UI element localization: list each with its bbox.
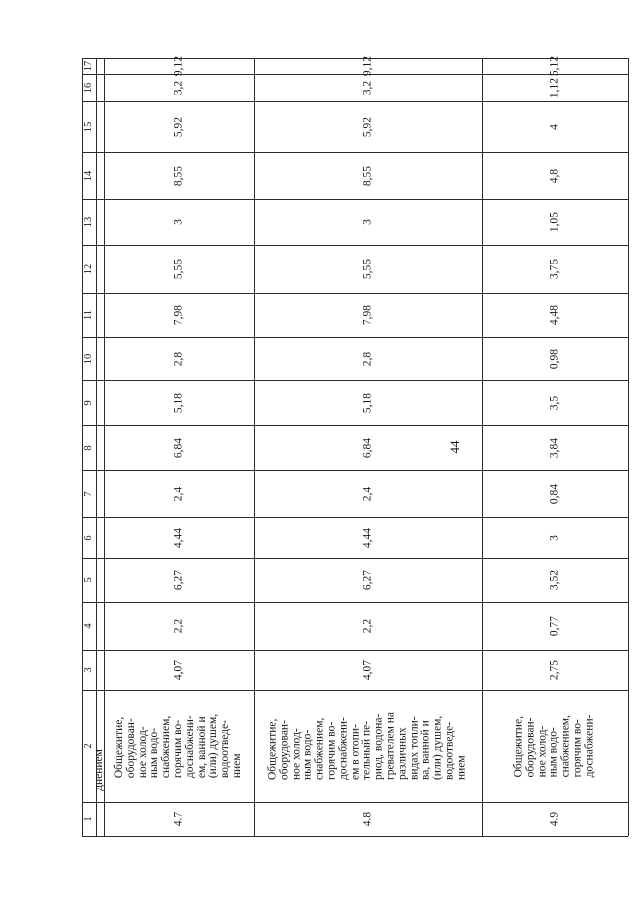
column-header-text: 1 — [82, 816, 94, 822]
column-header-text: 13 — [82, 216, 94, 228]
table-row-rule — [82, 74, 628, 75]
table-cell-text: 9,12 — [172, 55, 185, 77]
table-column-rule — [96, 58, 97, 836]
table-cell-text: 6,27 — [361, 569, 374, 591]
column-header-text: 3 — [82, 667, 94, 673]
table-cell-text: 2,4 — [361, 486, 374, 501]
table-cell-text: 2,8 — [361, 351, 374, 366]
table-cell-text: 3,84 — [548, 437, 561, 458]
table-cell-text: 0,84 — [548, 483, 561, 504]
row-description-text: Общежитие, оборудован- ное холод- ным водо- снабжением, горячим во- доснабжени- ем в отопи- тельный пе- риод, водона- гревателем на различных видах топли- ва, ванной и (или) душем, водоотведе- нием — [266, 711, 468, 781]
table-row-rule — [82, 199, 628, 200]
table-cell-text: 7,98 — [361, 304, 374, 326]
column-header-text: 4 — [82, 623, 94, 629]
column-header-text: 15 — [82, 121, 94, 132]
table-column-rule — [254, 58, 255, 836]
table-cell-text: 1,05 — [548, 211, 561, 233]
column-header-text: 6 — [82, 534, 94, 541]
table-cell-text: 5,18 — [361, 392, 374, 413]
column-header-text: 7 — [82, 490, 94, 497]
table-cell-text: 4,44 — [361, 527, 374, 548]
table-cell-text: 4,07 — [172, 659, 185, 681]
table-cell-text: 8,55 — [172, 165, 185, 186]
table-cell-text: 3,52 — [548, 569, 561, 591]
table-row-rule — [82, 245, 628, 246]
table-cell-text: 8,55 — [361, 165, 374, 186]
table-row-rule — [82, 425, 628, 426]
table-row-rule — [82, 602, 628, 603]
table-cell-text: 3 — [361, 219, 374, 225]
page-number: 44 — [447, 440, 462, 454]
table-row-rule — [82, 802, 628, 803]
column-header-text: 16 — [82, 82, 94, 93]
table-cell-text: 5,18 — [172, 392, 185, 413]
column-header-text: 14 — [82, 170, 94, 181]
row-description-text: Общежитие, оборудован- ное холод- ным водо- снабжением, горячим во- доснабжени- — [512, 714, 596, 778]
row-code-text: 4.7 — [172, 811, 185, 827]
table-cell-text: 5,92 — [361, 116, 374, 137]
table-cell-text: 5,55 — [172, 258, 185, 280]
column-header-text: 2 — [82, 743, 94, 749]
column-header-text: 8 — [82, 444, 94, 451]
column-header-text: 9 — [82, 399, 94, 406]
table-cell-text: 2,2 — [172, 618, 185, 634]
table-cell-text: 0,98 — [548, 348, 561, 369]
table-cell-text: 5,55 — [361, 258, 374, 280]
table-cell-text: 3,75 — [548, 258, 561, 280]
carry-over-text-text: днением — [93, 749, 106, 791]
table-row-rule — [82, 293, 628, 294]
table-cell-text: 4,48 — [548, 304, 561, 326]
table-cell-text: 2,2 — [361, 618, 374, 634]
table-row-rule — [82, 650, 628, 651]
table-column-rule — [104, 58, 105, 836]
column-header-text: 10 — [82, 353, 94, 364]
table-row-rule — [82, 690, 628, 691]
table-row-rule — [82, 836, 628, 837]
column-header-text: 11 — [82, 309, 94, 321]
table-column-rule — [482, 58, 483, 836]
table-cell-text: 7,98 — [172, 304, 185, 326]
table-column-rule — [628, 58, 629, 836]
table-cell-text: 1,12 — [548, 77, 561, 98]
table-row-rule — [82, 470, 628, 471]
table-row-rule — [82, 337, 628, 338]
row-code-text: 4.8 — [361, 811, 374, 827]
table-cell-text: 4 — [548, 123, 561, 130]
table-row-rule — [82, 558, 628, 559]
table-cell-text: 2,4 — [172, 486, 185, 501]
table-cell-text: 2,8 — [172, 351, 185, 366]
table-row-rule — [82, 152, 628, 153]
table-row-rule — [82, 517, 628, 518]
column-header-text: 5 — [82, 577, 94, 583]
column-header-text: 17 — [82, 60, 94, 72]
table-cell-text: 3,2 — [172, 80, 185, 95]
table-cell-text: 4,07 — [361, 659, 374, 681]
table-cell-text: 3,5 — [548, 395, 561, 410]
table-cell-text: 6,27 — [172, 569, 185, 591]
table-cell-text: 3 — [172, 219, 185, 225]
table-cell-text: 4,44 — [172, 527, 185, 548]
table-cell-text: 4,8 — [548, 168, 561, 183]
table-row-rule — [82, 58, 628, 59]
row-description-text: Общежитие, оборудован- ное холод- ным водо- снабжением, горячим во- доснабжени- ем, ванной и (или) душем, водоотведе- нием — [113, 713, 244, 779]
table-cell-text: 3 — [548, 534, 561, 541]
column-header-text: 12 — [82, 263, 94, 275]
table-cell-text: 3,2 — [361, 80, 374, 95]
row-code-text: 4.9 — [548, 811, 561, 827]
table-cell-text: 5,12 — [548, 55, 561, 77]
table-cell-text: 6,84 — [172, 437, 185, 458]
table-cell-text: 5,92 — [172, 116, 185, 137]
table-cell-text: 9,12 — [361, 55, 374, 77]
table-row-rule — [82, 380, 628, 381]
table-cell-text: 6,84 — [361, 437, 374, 458]
table-cell-text: 0,77 — [548, 615, 561, 637]
table-row-rule — [82, 101, 628, 102]
table-cell-text: 2,75 — [548, 659, 561, 681]
